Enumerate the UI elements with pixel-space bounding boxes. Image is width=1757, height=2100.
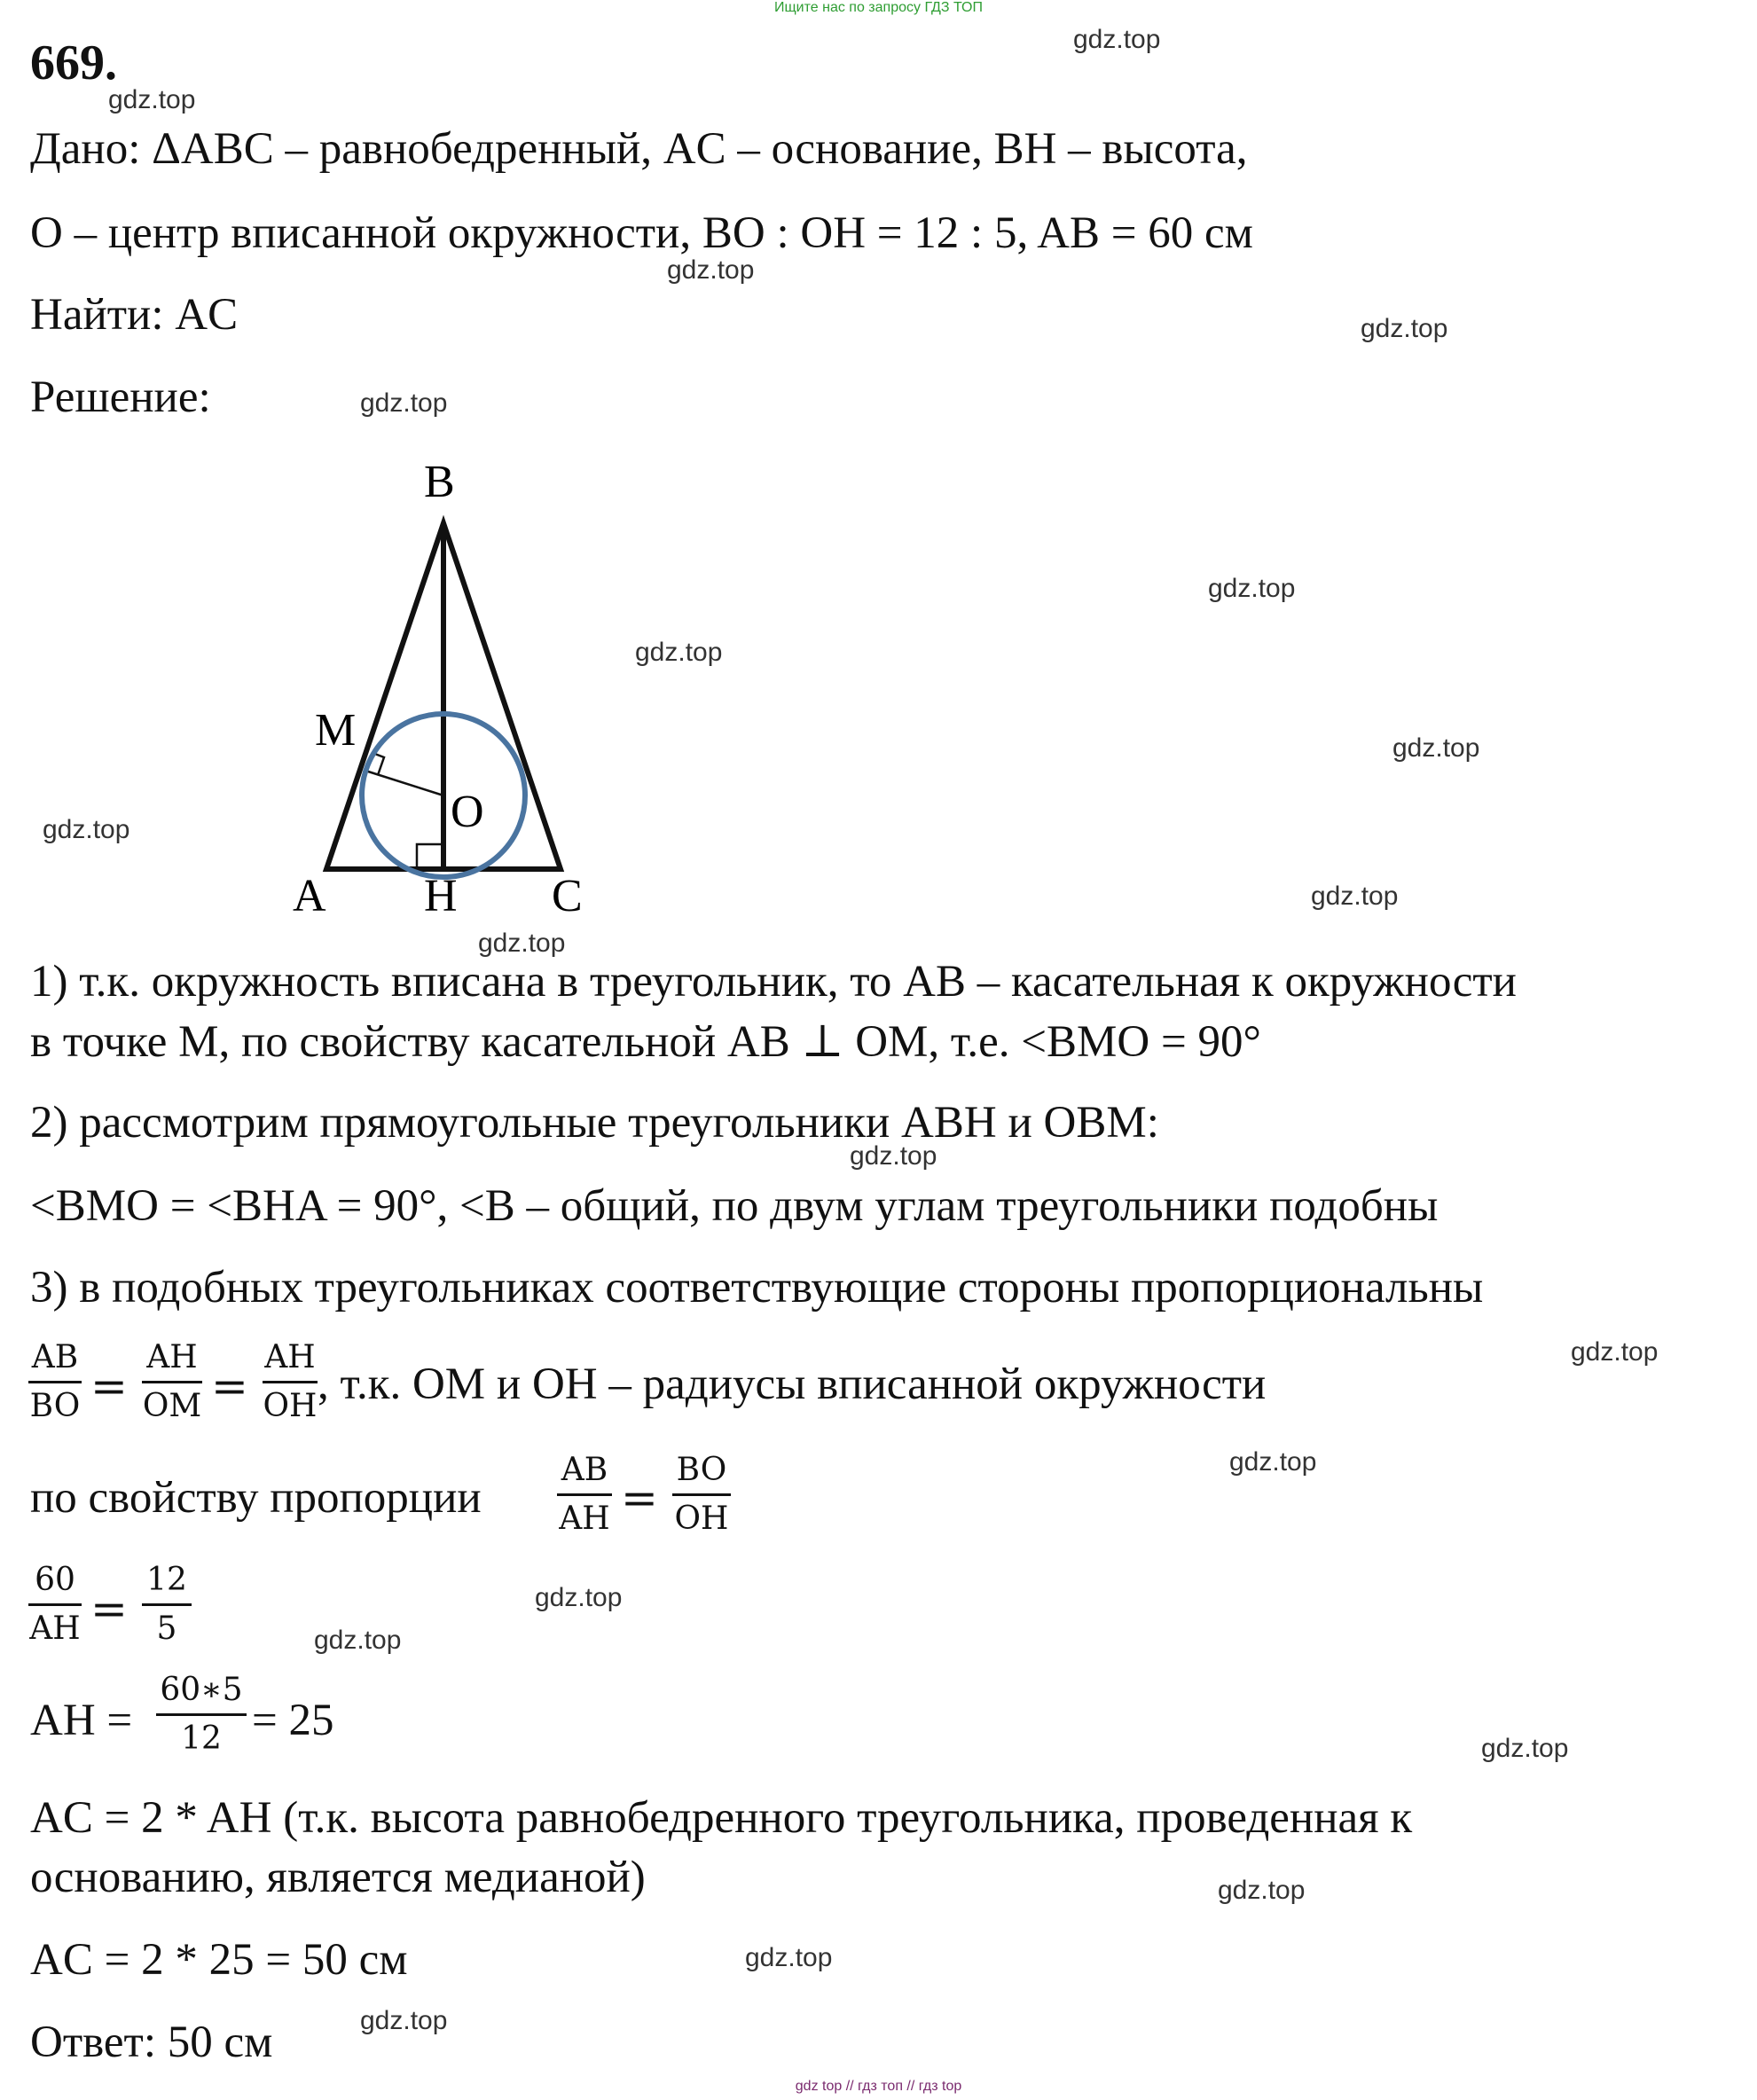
label-a: A (293, 871, 326, 921)
numerator: AB (561, 1452, 608, 1488)
watermark: gdz.top (667, 255, 755, 285)
watermark: gdz.top (360, 2006, 448, 2035)
step1-line-2: в точке M, по свойству касательной AB ⊥ OM, т.е. <BMO = 90° (30, 1017, 1261, 1067)
watermark: gdz.top (314, 1626, 402, 1655)
denominator: 5 (156, 1610, 177, 1647)
top-banner: Ищите нас по запросу ГДЗ ТОП (774, 0, 983, 15)
watermark: gdz.top (1481, 1734, 1569, 1763)
equals-sign: = (90, 1583, 128, 1634)
numerator: AB (31, 1339, 79, 1375)
fraction-12-5 (142, 1561, 192, 1649)
watermark: gdz.top (1073, 25, 1161, 54)
right-angle-h (417, 844, 443, 869)
label-b: B (424, 457, 455, 507)
step3-line-1: 3) в подобных треугольниках соответствующие стороны пропорциональны (30, 1263, 1484, 1312)
fraction-60x5-12 (156, 1671, 247, 1759)
answer: Ответ: 50 см (30, 2018, 273, 2067)
proportion-1-tail: , т.к. OM и OH – радиусы вписанной окружности (318, 1360, 1267, 1409)
watermark: gdz.top (108, 85, 196, 114)
fraction-ab-ah (557, 1451, 612, 1539)
step2-line-1: 2) рассмотрим прямоугольные треугольники ABH и OBM: (30, 1098, 1159, 1148)
label-o: O (451, 787, 484, 837)
step1-line-1: 1) т.к. окружность вписана в треугольник, то AB – касательная к окружности (30, 957, 1517, 1007)
equals-sign: = (621, 1472, 658, 1524)
numerator: 60 (35, 1562, 75, 1598)
fraction-ab-bo (28, 1338, 82, 1426)
proportion-2-lead: по свойству пропорции (30, 1473, 482, 1523)
fraction-60-ah (28, 1561, 82, 1649)
equals-sign: = (90, 1360, 128, 1412)
numerator: BO (676, 1452, 727, 1488)
watermark: gdz.top (360, 388, 448, 418)
watermark: gdz.top (1361, 314, 1448, 343)
denominator: OH (674, 1501, 729, 1537)
watermark: gdz.top (1218, 1876, 1306, 1905)
ac-result: AC = 2 * 25 = 50 см (30, 1935, 408, 1985)
numerator: 12 (146, 1562, 187, 1598)
triangle-figure (266, 443, 639, 931)
numerator: AH (146, 1339, 198, 1375)
label-h: H (424, 871, 458, 921)
fraction-bar (142, 1603, 192, 1606)
find-line: Найти: AC (30, 290, 239, 340)
fraction-bar (156, 1713, 247, 1716)
fraction-bar (28, 1603, 82, 1606)
denominator: AH (559, 1501, 610, 1537)
fraction-bar (28, 1381, 82, 1383)
watermark: gdz.top (1229, 1447, 1317, 1477)
fraction-ah-oh (263, 1338, 318, 1426)
watermark: gdz.top (1571, 1337, 1659, 1367)
denominator: OM (142, 1388, 202, 1424)
solution-label: Решение: (30, 372, 211, 422)
watermark: gdz.top (745, 1943, 833, 1972)
given-line-1: Дано: ΔABC – равнобедренный, AC – основание, BH – высота, (30, 124, 1248, 174)
fraction-bar (142, 1381, 202, 1383)
watermark: gdz.top (1392, 733, 1480, 763)
denominator: OH (263, 1388, 318, 1424)
watermark: gdz.top (43, 815, 130, 844)
fraction-ah-om (142, 1338, 202, 1426)
fraction-bar (263, 1381, 318, 1383)
fraction-bo-oh (672, 1451, 731, 1539)
calc-ah-result: = 25 (252, 1696, 334, 1745)
numerator: AH (264, 1339, 316, 1375)
label-c: C (552, 871, 583, 921)
given-line-2: O – центр вписанной окружности, BO : OH = 12 : 5, AB = 60 см (30, 208, 1253, 258)
watermark: gdz.top (535, 1583, 623, 1612)
watermark: gdz.top (1208, 574, 1296, 603)
denominator: 12 (181, 1720, 222, 1757)
numerator: 60∗5 (160, 1672, 243, 1708)
watermark: gdz.top (850, 1141, 937, 1171)
problem-number: 669. (30, 35, 117, 90)
bottom-banner: gdz top // гдз топ // гдз top (795, 2079, 962, 2094)
denominator: BO (29, 1388, 81, 1424)
fraction-bar (557, 1493, 612, 1496)
label-m: M (315, 705, 357, 756)
watermark: gdz.top (635, 638, 723, 667)
calc-ah-lead: AH = (30, 1696, 133, 1745)
watermark: gdz.top (1311, 882, 1399, 911)
step2-line-2: <BMO = <BHA = 90°, <B – общий, по двум углам треугольники подобны (30, 1181, 1439, 1231)
equals-sign: = (211, 1360, 248, 1412)
watermark: gdz.top (478, 929, 566, 958)
ac-line-2: основанию, является медианой) (30, 1853, 646, 1902)
ac-line-1: AC = 2 * AH (т.к. высота равнобедренного треугольника, проведенная к (30, 1793, 1413, 1843)
denominator: AH (29, 1610, 81, 1647)
fraction-bar (672, 1493, 731, 1496)
